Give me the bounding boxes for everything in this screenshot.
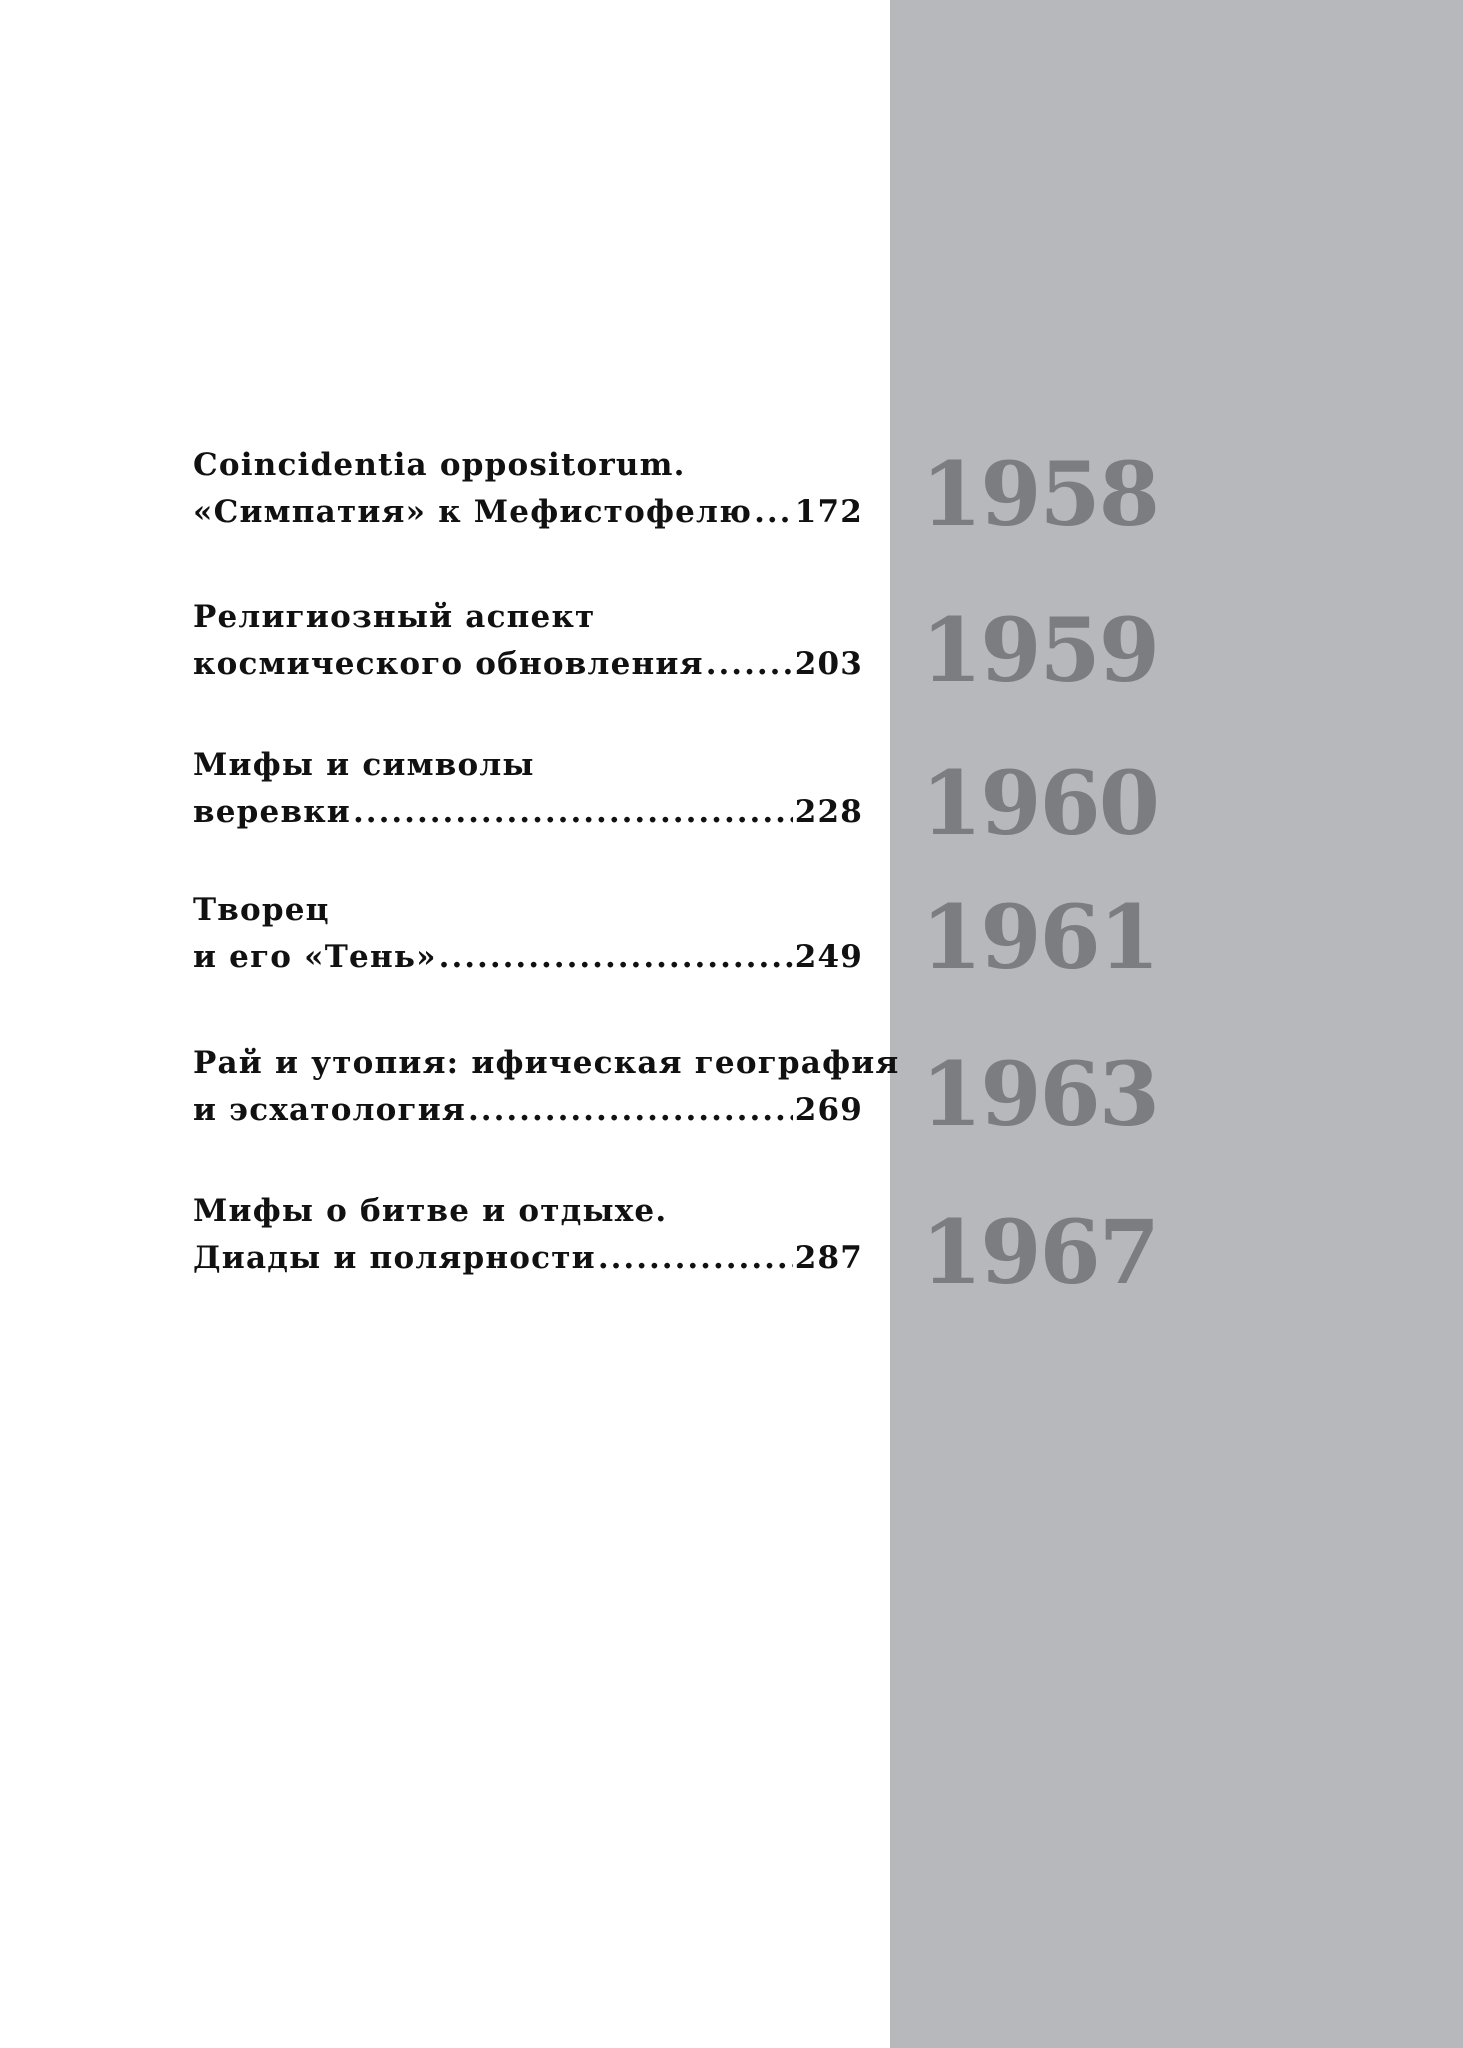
dot-leader bbox=[353, 789, 793, 836]
toc-entry[interactable] bbox=[193, 594, 1193, 702]
entry-year: 1963 bbox=[921, 1042, 1158, 1146]
dot-leader bbox=[598, 1235, 793, 1282]
page-number: 287 bbox=[794, 1240, 863, 1276]
entry-title-line-2: веревки bbox=[193, 794, 351, 830]
dot-leader bbox=[754, 489, 793, 536]
entry-title-line-2: «Симпатия» к Мефистофелю bbox=[193, 494, 753, 530]
entry-year: 1960 bbox=[921, 751, 1158, 855]
entry-title-line-1: Рай и утопия: ифическая география bbox=[193, 1045, 900, 1081]
entry-title-line-2: космического обновления bbox=[193, 646, 704, 682]
toc-entry[interactable] bbox=[193, 442, 1193, 546]
page-number: 172 bbox=[794, 494, 863, 530]
entry-year: 1961 bbox=[921, 885, 1158, 989]
entry-year: 1958 bbox=[921, 442, 1158, 546]
dot-leader bbox=[439, 934, 793, 981]
dot-leader bbox=[706, 641, 793, 688]
entry-title-line-1: Творец bbox=[193, 892, 330, 928]
entry-title-line-1: Coincidentia oppositorum. bbox=[193, 447, 686, 483]
page-number: 228 bbox=[794, 794, 863, 830]
entry-year: 1959 bbox=[921, 598, 1158, 702]
entry-title-line-1: Мифы и символы bbox=[193, 747, 535, 783]
page-number: 269 bbox=[794, 1092, 863, 1128]
entry-title-line-1: Мифы о битве и отдыхе. bbox=[193, 1193, 668, 1229]
toc-entry[interactable] bbox=[193, 1040, 1193, 1146]
entry-title-line-2: и эсхатология bbox=[193, 1092, 467, 1128]
toc-entry[interactable] bbox=[193, 885, 1193, 989]
entry-title-line-1: Религиозный аспект bbox=[193, 599, 596, 635]
page-number: 203 bbox=[794, 646, 863, 682]
dot-leader bbox=[468, 1087, 793, 1134]
toc-entry[interactable] bbox=[193, 1188, 1193, 1304]
entry-title-line-2: Диады и полярности bbox=[193, 1240, 596, 1276]
entry-year: 1967 bbox=[921, 1200, 1158, 1304]
page-number: 249 bbox=[794, 939, 863, 975]
entry-title-line-2: и его «Тень» bbox=[193, 939, 437, 975]
toc-entry[interactable] bbox=[193, 742, 1193, 855]
